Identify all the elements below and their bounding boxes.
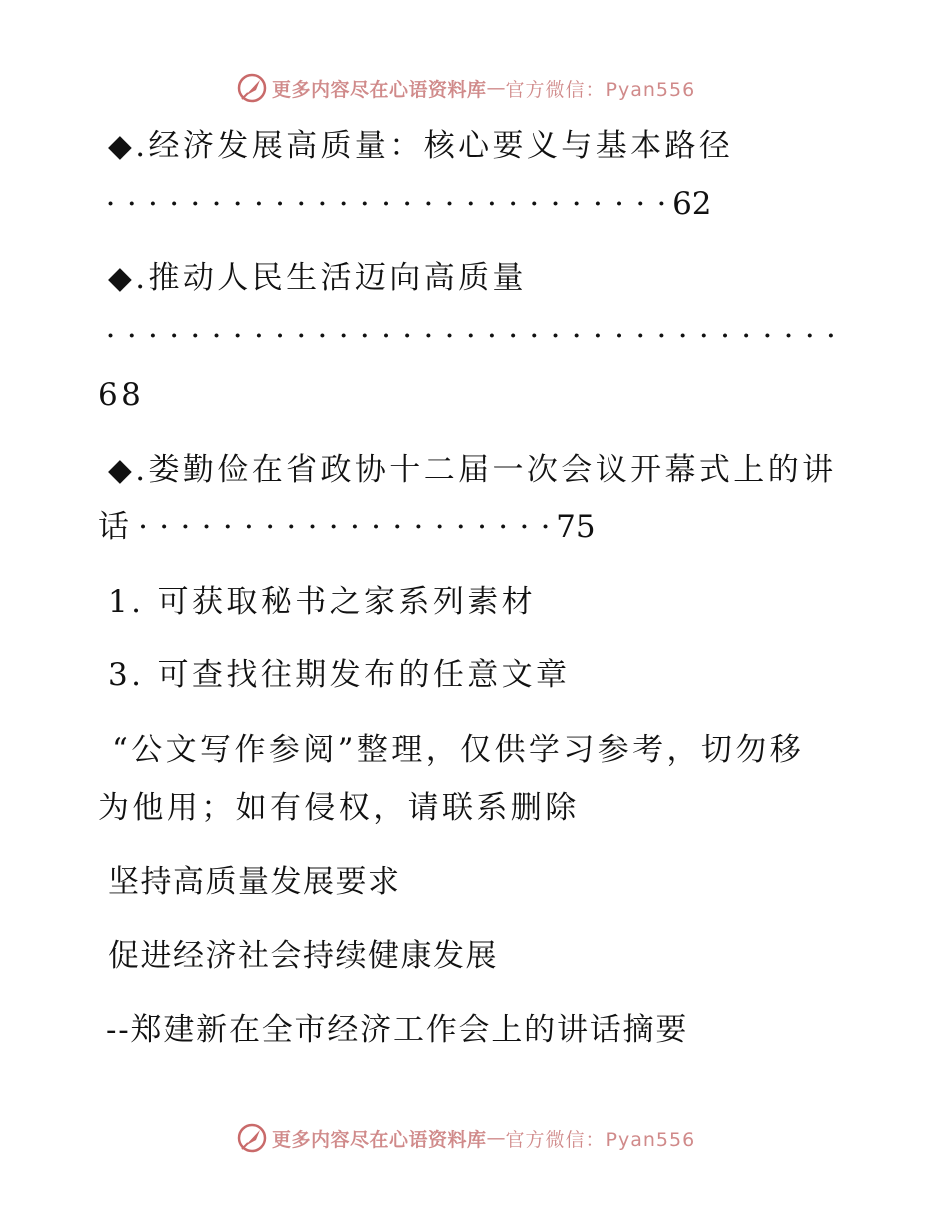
- watermark-banner-top: [236, 72, 695, 104]
- copyright-notice-line: 为他用；如有侵权，请联系删除: [98, 790, 580, 826]
- toc-page-number: 62: [672, 186, 712, 222]
- quill-logo-icon: [236, 72, 268, 104]
- toc-entry-title: ◆.经济发展高质量：核心要义与基本路径: [108, 128, 734, 164]
- watermark-text: 更多内容尽在心语资料库: [272, 78, 487, 101]
- watermark-text: 更多内容尽在心语资料库: [272, 1128, 487, 1151]
- toc-entry-title: ◆.娄勤俭在省政协十二届一次会议开幕式上的讲: [108, 452, 837, 488]
- article-title: 坚持高质量发展要求: [108, 864, 401, 900]
- watermark-wechat: 官方微信：Pyan556: [505, 1128, 696, 1151]
- list-item: 1. 可获取秘书之家系列素材: [108, 584, 537, 620]
- copyright-notice-line: “公文写作参阅”整理，仅供学习参考，切勿移: [112, 732, 805, 768]
- toc-entry-leader: · · · · · · · · · · · · · · · · · · · · · · · · · · · 62: [105, 186, 712, 222]
- toc-page-number: 68: [98, 377, 145, 413]
- article-subtitle: --郑建新在全市经济工作会上的讲话摘要: [106, 1012, 689, 1048]
- toc-entry-title: ◆.推动人民生活迈向高质量: [108, 260, 527, 296]
- watermark-dash: —: [486, 77, 506, 99]
- watermark-dash: —: [486, 1127, 506, 1149]
- toc-entry-title-continued: 话: [98, 509, 133, 545]
- toc-page-number: 75: [556, 509, 596, 545]
- quill-logo-icon: [236, 1122, 268, 1154]
- toc-entry-leader: · · · · · · · · · · · · · · · · · · · · · · · · · · · · · · · · · · ·: [105, 318, 836, 354]
- watermark-wechat: 官方微信：Pyan556: [505, 78, 696, 101]
- list-item: 3. 可查找往期发布的任意文章: [108, 657, 571, 693]
- watermark-banner-bottom: [236, 1122, 695, 1154]
- toc-entry-leader: 话 · · · · · · · · · · · · · · · · · · · · 75: [98, 509, 596, 545]
- article-title: 促进经济社会持续健康发展: [108, 938, 498, 974]
